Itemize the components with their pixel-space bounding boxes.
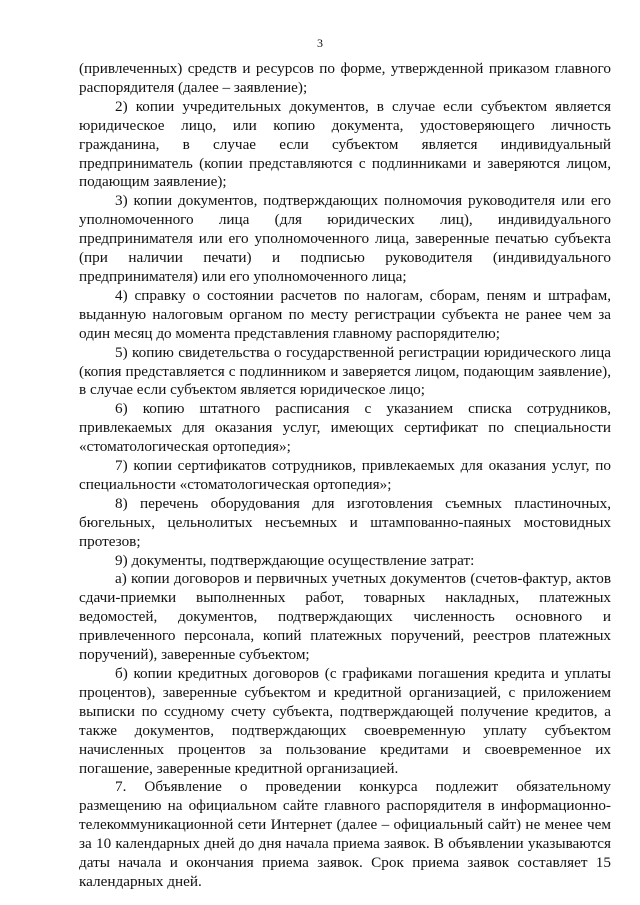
paragraph: 7) копии сертификатов сотрудников, привлекаемых для оказания услуг, по специальности «стоматологическая ортопедия»; bbox=[79, 457, 611, 493]
page-number: 3 bbox=[317, 36, 323, 50]
paragraph: 3) копии документов, подтверждающих полномочия руководителя или его уполномоченного лица (для юридических лиц), индивидуального предпринимателя или его уполномоченного лица, заверенные печатью субъекта (при наличии печати) и подписью руководителя (индивидуального предпринимателя) или его уполномоченного лица; bbox=[79, 192, 611, 285]
document-body bbox=[79, 60, 611, 892]
paragraph: 7. Объявление о проведении конкурса подлежит обязательному размещению на официальном сайте главного распорядителя в информационно-телекоммуникационной сети Интернет (далее – официальный сайт) не менее чем за 10 календарных дней до дня начала приема заявок. В объявлении указываются даты начала и окончания приема заявок. Срок приема заявок составляет 15 календарных дней. bbox=[79, 778, 611, 890]
paragraph: 5) копию свидетельства о государственной регистрации юридического лица (копия представляется с подлинником и заверяется лицом, подающим заявление), в случае если субъектом является юридическое лицо; bbox=[79, 343, 611, 399]
paragraph: 6) копию штатного расписания с указанием списка сотрудников, привлекаемых для оказания услуг, имеющих сертификат по специальности «стоматологическая ортопедия»; bbox=[79, 400, 611, 456]
paragraph: (привлеченных) средств и ресурсов по форме, утвержденной приказом главного распорядителя (далее – заявление); bbox=[79, 60, 611, 96]
paragraph: б) копии кредитных договоров (с графиками погашения кредита и уплаты процентов), заверенные субъектом и кредитной организацией, с приложением выписки по ссудному счету субъекта, подтверждающей получение кредитов, а также документов, подтверждающих своевременную уплату субъектом начисленных процентов за пользование кредитами и своевременное их погашение, заверенные кредитной организацией. bbox=[79, 665, 611, 777]
paragraph: 8) перечень оборудования для изготовления съемных пластиночных, бюгельных, цельнолитых несъемных и штампованно-паяных мостовидных протезов; bbox=[79, 494, 611, 550]
paragraph: 2) копии учредительных документов, в случае если субъектом является юридическое лицо, или копию документа, удостоверяющего личность гражданина, в случае если субъектом является индивидуальный предприниматель (копии представляются с подлинниками и заверяются лицом, подающим заявление); bbox=[79, 97, 611, 191]
paragraph: 4) справку о состоянии расчетов по налогам, сборам, пеням и штрафам, выданную налоговым органом по месту регистрации субъекта не ранее чем за один месяц до момента представления главному распорядителю; bbox=[79, 286, 611, 342]
paragraph: а) копии договоров и первичных учетных документов (счетов-фактур, актов сдачи-приемки выполненных работ, товарных накладных, платежных ведомостей, документов, подтверждающих численность основного и привлеченного персонала, копий платежных поручений, реестров платежных поручений), заверенные субъектом; bbox=[79, 570, 611, 664]
paragraph: 9) документы, подтверждающие осуществление затрат: bbox=[115, 551, 475, 569]
